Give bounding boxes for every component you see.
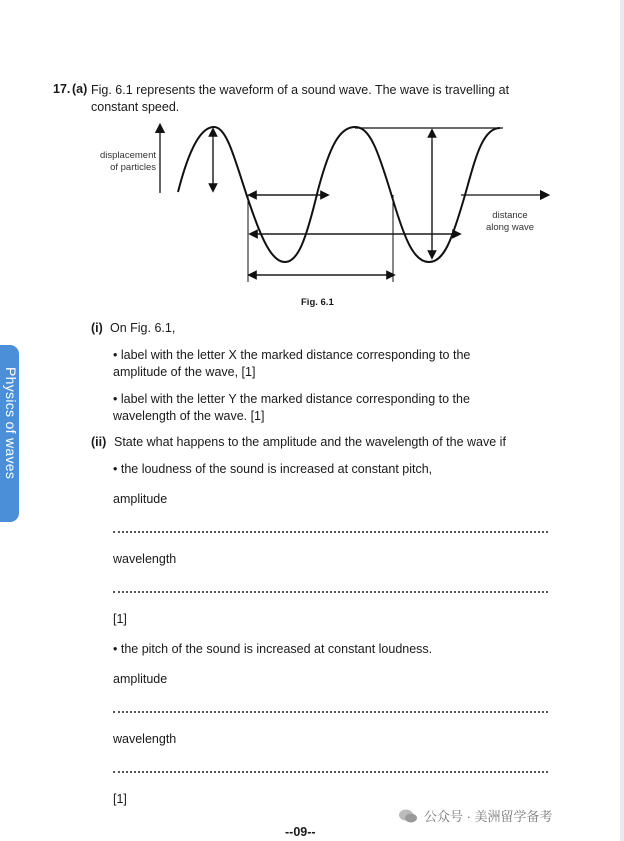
wechat-icon (398, 808, 418, 824)
part-i-text: On Fig. 6.1, (110, 321, 176, 335)
part-i-bullet2-line2: wavelength of the wave. [1] (113, 409, 265, 423)
case2-wavelength-answer-line[interactable] (113, 771, 548, 773)
part-i-label: (i) (91, 321, 103, 335)
case1-bullet: • the loudness of the sound is increased at constant pitch, (113, 462, 433, 476)
question-number: 17. (53, 82, 71, 96)
case2-amplitude-answer-line[interactable] (113, 711, 548, 713)
y-axis-label-line2: of particles (110, 162, 156, 173)
x-axis-label-line1: distance (492, 210, 528, 221)
part-i-bullet2-line1: • label with the letter Y the marked distance corresponding to the (113, 392, 470, 406)
x-axis-label-line2: along wave (485, 222, 535, 233)
case2-amplitude-label: amplitude (113, 672, 168, 686)
case2-bullet: • the pitch of the sound is increased at constant loudness. (113, 642, 433, 656)
case1-wavelength-label: wavelength (113, 552, 177, 566)
case1-mark: [1] (113, 612, 127, 626)
case1-wavelength-answer-line[interactable] (113, 591, 548, 593)
question-part: (a) (72, 82, 88, 96)
question-intro-line2: constant speed. (91, 100, 180, 114)
case1-amplitude-answer-line[interactable] (113, 531, 548, 533)
watermark-text: 公众号 · 美洲留学备考 (424, 809, 553, 824)
side-tab-label: Physics of waves (3, 367, 19, 480)
case2-mark: [1] (113, 792, 127, 806)
part-i-bullet1-line1: • label with the letter X the marked distance corresponding to the (113, 348, 471, 362)
page-number: --09-- (285, 825, 316, 839)
figure-caption: Fig. 6.1 (301, 297, 334, 308)
y-axis-label (85, 150, 156, 174)
side-tab[interactable] (0, 345, 19, 522)
case2-wavelength-label: wavelength (113, 732, 177, 746)
page-edge (620, 0, 624, 841)
x-axis-label (478, 210, 542, 234)
wave-curve (178, 127, 500, 262)
y-axis-label-line1: displacement (100, 150, 156, 161)
case1-amplitude-label: amplitude (113, 492, 168, 506)
part-i-bullet1-line2: amplitude of the wave, [1] (113, 365, 256, 379)
part-ii-text: State what happens to the amplitude and the wavelength of the wave if (114, 435, 506, 449)
question-intro-line1: Fig. 6.1 represents the waveform of a sound wave. The wave is travelling at (91, 83, 510, 97)
part-ii-label: (ii) (91, 435, 107, 449)
